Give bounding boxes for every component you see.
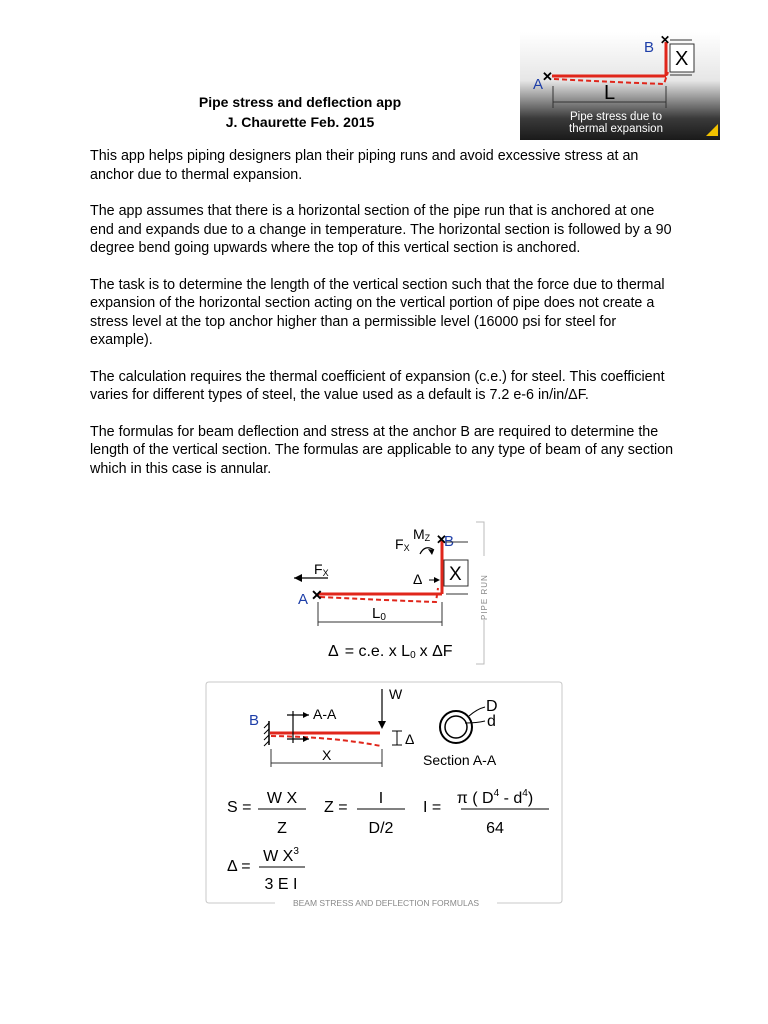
force-fx-label: FX [314,561,329,578]
thumbnail-label-x: X [675,48,689,70]
load-w-arrowhead [378,721,386,729]
thumbnail-anchor-a-mark: ✕ [542,69,553,84]
pipe-run-side-label: PIPE RUN [480,574,489,620]
section-modulus-numerator: I [378,790,384,807]
stress-formula-denominator: Z [277,820,287,837]
thumbnail-label-l: L [604,82,616,104]
paragraph-assumptions: The app assumes that there is a horizontal section of the pipe run that is anchored at one end and expands due to a change in temperature. The horizontal section is followed by a 90 degree bend going upwards where the top of this vertical section is anchored. [90,203,672,256]
thumbnail-label-a: A [533,76,544,93]
pipe-label-x: X [449,564,462,585]
stress-formula-lhs: S = [227,799,252,816]
thumbnail-caption-line1: Pipe stress due to [569,111,663,123]
inertia-lhs: I = [423,799,442,816]
paragraph-formulas: The formulas for beam deflection and stress at the anchor B are required to determine the length of the vertical section. The formulas are applicable to any type of beam of any section which in this case is annular. [90,423,674,477]
beam-box-caption: BEAM STRESS AND DEFLECTION FORMULAS [292,898,480,908]
thumbnail-caption-line2: thermal expansion [569,123,663,135]
section-modulus-lhs: Z = [324,799,348,816]
l0-label: L0 [372,605,386,623]
load-w-label: W [389,686,403,702]
anchor-a-mark: ✕ [311,587,323,603]
anchor-b-mark: ✕ [436,532,447,547]
thumbnail-label-b: B [644,39,655,56]
document-body [90,147,680,496]
deflection-formula-denominator: 3 E I [264,876,298,893]
section-label-aa: A-A [313,706,337,722]
deflection-formula-numerator: W $X^3$ [263,846,299,865]
thermal-expansion-thumbnail [520,32,720,140]
outer-diameter-leader [469,707,485,716]
section-arrowhead-top [303,712,309,718]
moment-arrowhead [428,549,434,555]
delta-formula: Δ = c.e. x L0 x ΔF [328,643,453,661]
inertia-numerator: π ( $D^4 - d^4$) [456,788,534,807]
force-fx-top-label: FX [395,536,410,553]
document-title-block [150,92,450,132]
thumbnail-anchor-b-mark: ✕ [660,33,671,47]
force-fx-arrowhead [294,574,302,582]
beam-deflected-shape [271,736,381,746]
paragraph-intro: This app helps piping designers plan their piping runs and avoid excessive stress at an anchor due to thermal expansion. [90,148,639,183]
document-title: Pipe stress and deflection app [198,94,402,110]
pipe-label-b: B [444,533,455,550]
beam-label-x: X [322,747,332,763]
outer-diameter-label: D [486,698,498,715]
inertia-denominator: 64 [486,820,504,837]
deflection-formula-lhs: Δ = [227,858,251,875]
delta-arrowhead [434,577,440,583]
moment-mz-label: MZ [413,526,431,543]
pipe-run-diagram [270,518,500,668]
deflection-delta-label: Δ [413,571,423,587]
beam-delta-label: Δ [405,731,415,747]
paragraph-coefficient: The calculation requires the thermal coefficient of expansion (c.e.) for steel. This coefficient varies for different types of steel, the value used as a default is 7.2 e-6 in/in/ΔF. [90,368,665,403]
document-author-line: J. Chaurette Feb. 2015 [225,114,375,130]
pipe-label-a: A [298,591,309,608]
beam-label-b: B [249,712,260,729]
beam-formulas-diagram [205,681,563,911]
section-aa-label: Section A-A [423,752,497,768]
inner-diameter-leader [465,721,485,723]
annular-section-inner [445,716,467,738]
stress-formula-numerator: W X [266,790,298,807]
inner-diameter-label: d [487,713,496,730]
paragraph-task: The task is to determine the length of the vertical section such that the force due to thermal expansion of the horizontal section acting on the vertical portion of pipe does not create a stress level at the top anchor higher than a permissible level (16000 psi for steel for example). [90,276,665,348]
section-modulus-denominator: D/2 [368,820,394,837]
